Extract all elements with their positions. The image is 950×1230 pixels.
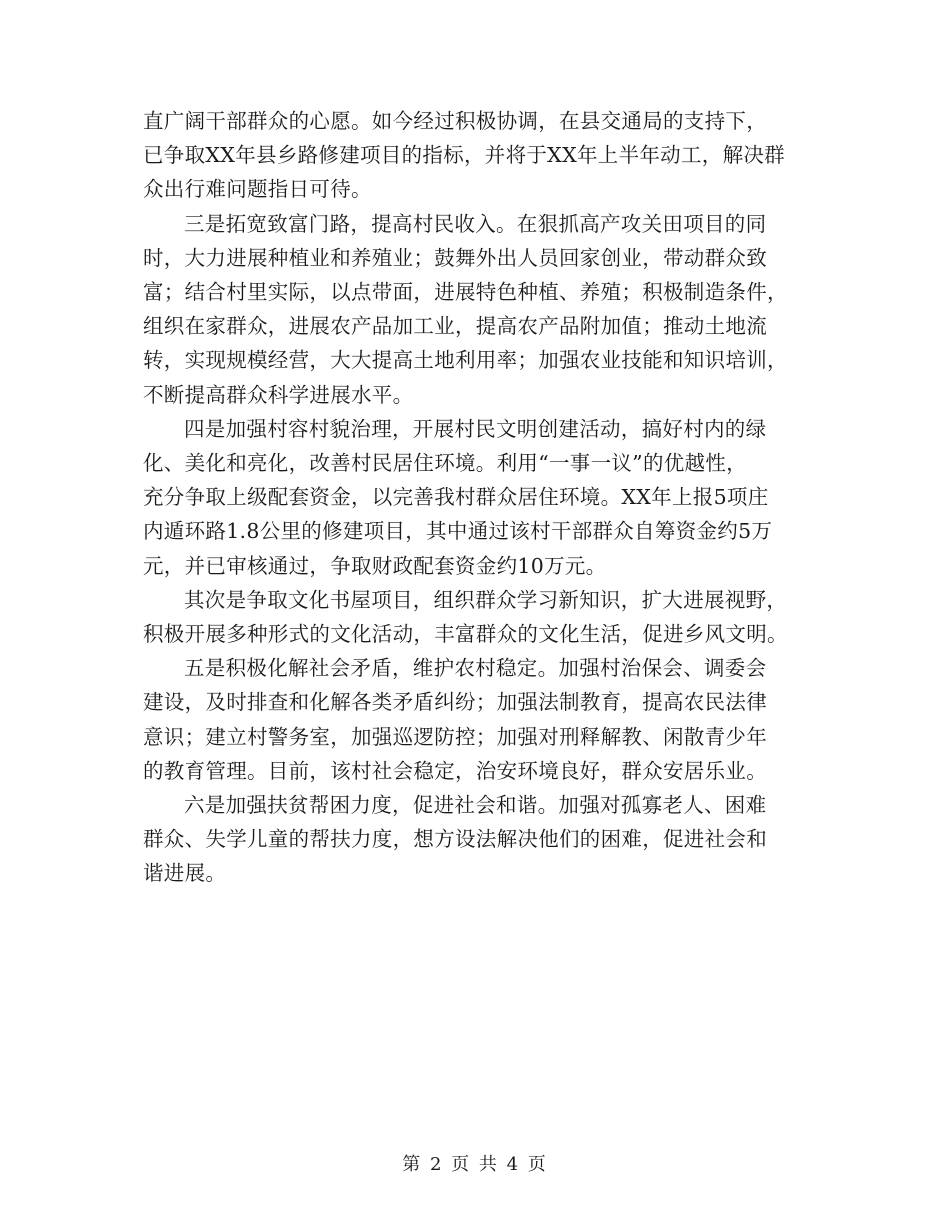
text-line: 充分争取上级配套资金，以完善我村群众居住环境。XX年上报5项庄 [143, 485, 769, 510]
text-line: 三是拓宽致富门路，提高村民收入。在狠抓高产攻关田项目的同 [184, 211, 767, 236]
text-line: 组织在家群众，进展农产品加工业，提高农产品附加值；推动土地流 [143, 314, 767, 339]
text-line: 富；结合村里实际，以点带面，进展特色种植、养殖；积极制造条件， [143, 280, 788, 305]
paragraph [143, 583, 823, 651]
text-line: 群众、失学儿童的帮扶力度，想方设法解决他们的困难，促进社会和 [143, 827, 767, 852]
text-line: 时，大力进展种植业和养殖业；鼓舞外出人员回家创业，带动群众致 [143, 245, 767, 270]
text-line: 其次是争取文化书屋项目，组织群众学习新知识，扩大进展视野， [184, 587, 788, 612]
text-line: 众出行难问题指日可待。 [143, 177, 372, 202]
text-line: 转，实现规模经营，大大提高土地利用率；加强农业技能和知识培训， [143, 348, 788, 373]
text-line: 直广阔干部群众的心愿。如今经过积极协调，在县交通局的支持下， [143, 109, 767, 133]
text-line: 的教育管理。目前，该村社会稳定，治安环境良好，群众安居乐业。 [143, 758, 767, 783]
text-line: 已争取XX年县乡路修建项目的指标，并将于XX年上半年动工，解决群 [143, 143, 785, 168]
paragraph [143, 104, 823, 207]
text-line: 积极开展多种形式的文化活动，丰富群众的文化生活，促进乡风文明。 [143, 622, 788, 647]
text-line: 四是加强村容村貌治理，开展村民文明创建活动，搞好村内的绿 [184, 416, 767, 441]
page-footer: 第 2 页 共 4 页 [402, 1154, 548, 1175]
text-line: 意识；建立村警务室，加强巡逻防控；加强对刑释解教、闲散青少年 [143, 724, 767, 749]
text-line: 谐进展。 [143, 861, 227, 886]
document-body [143, 104, 823, 891]
paragraph [143, 207, 823, 412]
paragraph [143, 412, 823, 583]
text-line: 内遁环路1.8公里的修建项目，其中通过该村干部群众自筹资金约5万 [143, 519, 773, 544]
text-line: 化、美化和亮化，改善村民居住环境。利用“一事一议”的优越性， [143, 451, 747, 476]
text-line: 五是积极化解社会矛盾，维护农村稳定。加强村治保会、调委会 [184, 656, 767, 681]
paragraph [143, 788, 823, 891]
text-line: 建设，及时排查和化解各类矛盾纠纷；加强法制教育，提高农民法律 [143, 690, 767, 715]
text-line: 不断提高群众科学进展水平。 [143, 382, 414, 407]
paragraph [143, 651, 823, 788]
text-line: 六是加强扶贫帮困力度，促进社会和谐。加强对孤寡老人、困难 [184, 793, 767, 818]
text-line: 元，并已审核通过，争取财政配套资金约10万元。 [143, 553, 607, 578]
